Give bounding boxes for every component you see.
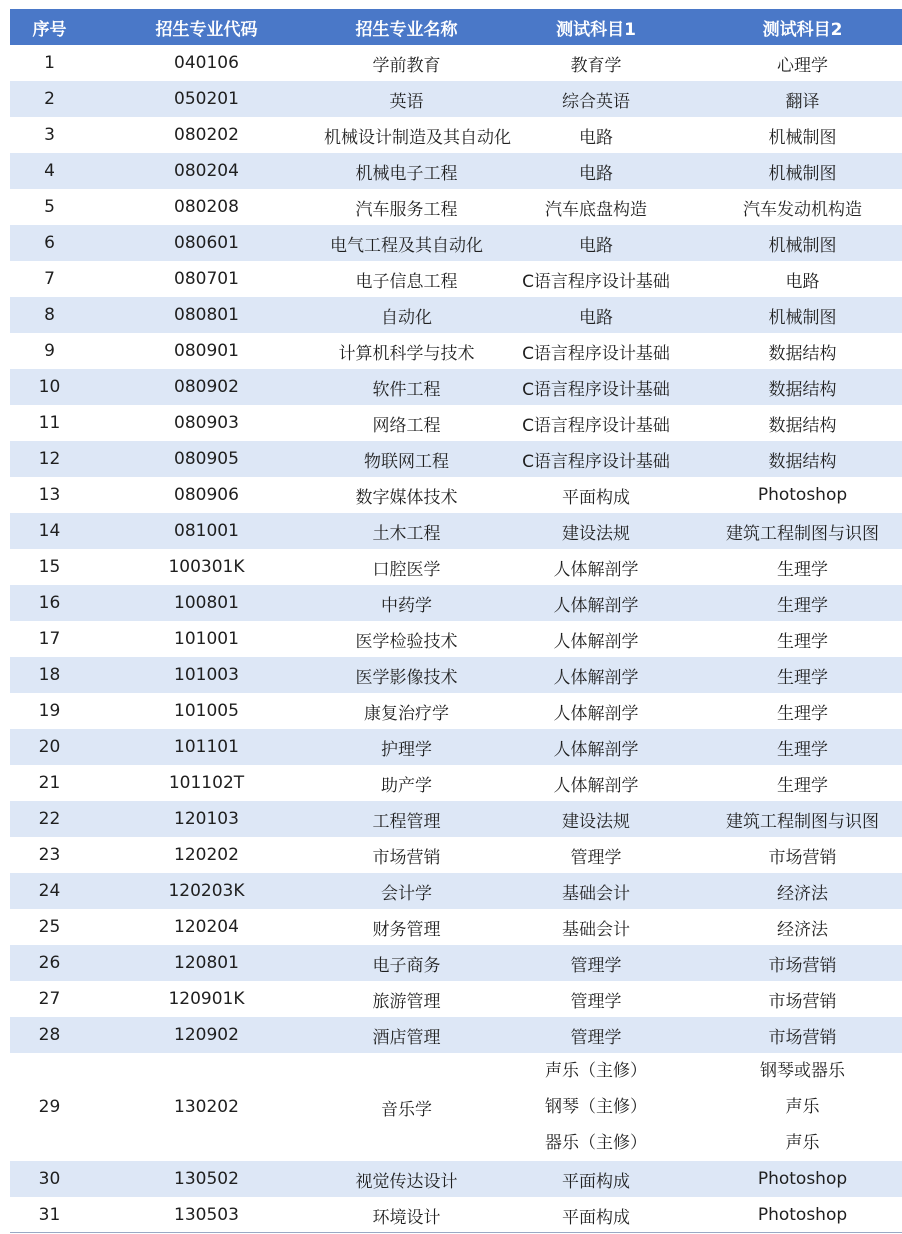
cell-major-code: 080202 — [174, 125, 239, 145]
cell-no: 27 — [38, 989, 61, 1009]
cell-no: 15 — [38, 557, 61, 577]
cell-subject-1: 教育学 — [570, 55, 622, 76]
cell-no: 16 — [10, 585, 89, 621]
table-row — [10, 1161, 902, 1197]
cell-major-code: 101001 — [174, 629, 239, 649]
cell-major-code: 080601 — [89, 225, 324, 261]
cell-subject-1: C语言程序设计基础 — [522, 343, 670, 364]
cell-subject-2: 市场营销 — [703, 1017, 902, 1053]
table-row — [10, 477, 902, 513]
cell-subject-1: 汽车底盘构造 — [545, 199, 647, 220]
cell-subject-2: 生理学 — [703, 585, 902, 621]
cell-major-name: 酒店管理 — [324, 1017, 489, 1053]
cell-subject-1: 基础会计 — [562, 919, 630, 940]
cell-no: 20 — [10, 729, 89, 765]
table-row — [10, 585, 902, 621]
cell-no: 26 — [10, 945, 89, 981]
cell-subject-line: 声乐 — [785, 1133, 820, 1153]
cell-no: 5 — [44, 197, 55, 217]
table-row — [10, 225, 902, 261]
header-row — [10, 9, 902, 45]
cell-major-code: 120801 — [89, 945, 324, 981]
cell-subject-2: Photoshop — [757, 485, 848, 505]
table-row — [10, 441, 902, 477]
cell-major-name: 电气工程及其自动化 — [324, 225, 489, 261]
cell-major-name: 医学检验技术 — [355, 631, 458, 652]
cell-subject-2: 生理学 — [777, 775, 828, 796]
cell-subject-2: 建筑工程制图与识图 — [703, 801, 902, 837]
cell-major-name: 口腔医学 — [372, 559, 441, 580]
cell-major-name: 工程管理 — [324, 801, 489, 837]
cell-major-code: 080901 — [174, 341, 239, 361]
table-row — [10, 405, 902, 441]
cell-subject-2: 机械制图 — [703, 297, 902, 333]
table-row — [10, 873, 902, 909]
cell-major-name: 财务管理 — [372, 919, 441, 940]
cell-subject-2 — [703, 1053, 902, 1161]
cell-major-code: 120204 — [174, 917, 239, 937]
cell-subject-line: 器乐（主修） — [545, 1133, 647, 1153]
cell-major-name: 中药学 — [324, 585, 489, 621]
cell-no: 31 — [38, 1205, 61, 1225]
cell-major-code: 100301K — [168, 557, 245, 577]
cell-subject-1: 管理学 — [489, 945, 703, 981]
cell-subject-2: 数据结构 — [768, 343, 837, 364]
table-row — [10, 1053, 902, 1161]
cell-no: 25 — [38, 917, 61, 937]
table-row — [10, 369, 902, 405]
table-row — [10, 765, 902, 801]
cell-no: 14 — [10, 513, 89, 549]
cell-major-code: 080906 — [174, 485, 239, 505]
cell-major-code: 101102T — [168, 773, 245, 793]
cell-subject-2: 经济法 — [777, 919, 828, 940]
cell-major-name: 软件工程 — [324, 369, 489, 405]
cell-major-code: 080903 — [174, 413, 239, 433]
cell-subject-1: 综合英语 — [489, 81, 703, 117]
cell-subject-2: Photoshop — [703, 1161, 902, 1197]
table-row — [10, 333, 902, 369]
cell-no: 10 — [10, 369, 89, 405]
cell-major-code: 120103 — [89, 801, 324, 837]
cell-subject-2: 生理学 — [703, 729, 902, 765]
cell-major-name: 护理学 — [324, 729, 489, 765]
table-row — [10, 981, 902, 1017]
cell-major-name: 自动化 — [324, 297, 489, 333]
cell-no: 12 — [10, 441, 89, 477]
table-row — [10, 693, 902, 729]
cell-subject-2: 生理学 — [777, 703, 828, 724]
cell-no: 30 — [10, 1161, 89, 1197]
cell-subject-1: 人体解剖学 — [553, 631, 639, 652]
cell-no: 28 — [10, 1017, 89, 1053]
table-row — [10, 621, 902, 657]
cell-subject-1: 人体解剖学 — [489, 657, 703, 693]
cell-no: 8 — [10, 297, 89, 333]
cell-major-name: 环境设计 — [372, 1207, 441, 1228]
cell-no: 21 — [38, 773, 61, 793]
cell-no: 17 — [38, 629, 61, 649]
cell-subject-2: 数据结构 — [768, 415, 837, 436]
cell-subject-2: 汽车发动机构造 — [743, 199, 862, 220]
cell-major-name: 助产学 — [381, 775, 432, 796]
header-subject-2: 测试科目2 — [703, 9, 902, 45]
cell-no: 3 — [44, 125, 55, 145]
cell-subject-1: 平面构成 — [562, 487, 630, 508]
cell-subject-2: 经济法 — [703, 873, 902, 909]
cell-subject-1: 电路 — [489, 225, 703, 261]
table-row — [10, 81, 902, 117]
header-no: 序号 — [10, 9, 89, 45]
cell-subject-2: 生理学 — [777, 631, 828, 652]
cell-subject-line: 钢琴或器乐 — [760, 1061, 845, 1081]
cell-subject-2: 机械制图 — [703, 153, 902, 189]
table-row — [10, 657, 902, 693]
cell-subject-1 — [489, 1053, 703, 1161]
cell-subject-1: 平面构成 — [562, 1207, 630, 1228]
table-row — [10, 837, 902, 873]
cell-subject-1: 基础会计 — [489, 873, 703, 909]
cell-no: 24 — [10, 873, 89, 909]
cell-subject-2: 电路 — [785, 271, 820, 292]
cell-no: 1 — [44, 53, 55, 73]
cell-major-code: 130202 — [174, 1097, 239, 1117]
cell-subject-1: 管理学 — [570, 847, 622, 868]
cell-subject-1: C语言程序设计基础 — [489, 441, 703, 477]
cell-subject-1: 人体解剖学 — [553, 703, 639, 724]
cell-subject-2: 市场营销 — [768, 847, 837, 868]
header-major-name: 招生专业名称 — [324, 9, 489, 45]
cell-subject-1: 管理学 — [570, 991, 622, 1012]
cell-subject-2: 数据结构 — [703, 369, 902, 405]
cell-subject-1: 建设法规 — [489, 513, 703, 549]
cell-no: 19 — [38, 701, 61, 721]
cell-subject-2: 机械制图 — [703, 225, 902, 261]
table-row — [10, 1017, 902, 1053]
cell-no: 2 — [10, 81, 89, 117]
cell-subject-1: 人体解剖学 — [489, 729, 703, 765]
table-row — [10, 189, 902, 225]
cell-major-name: 康复治疗学 — [364, 703, 449, 724]
cell-major-code: 101005 — [174, 701, 239, 721]
cell-subject-line: 声乐 — [785, 1097, 820, 1117]
cell-major-name: 市场营销 — [372, 847, 441, 868]
cell-subject-1: 建设法规 — [489, 801, 703, 837]
table-header — [10, 9, 902, 45]
cell-major-code: 080902 — [89, 369, 324, 405]
table-row — [10, 513, 902, 549]
admission-subjects-table-container — [10, 9, 902, 1233]
table-row — [10, 801, 902, 837]
cell-major-name: 音乐学 — [381, 1099, 432, 1120]
cell-no: 13 — [38, 485, 61, 505]
table-row — [10, 261, 902, 297]
cell-major-name: 电子商务 — [324, 945, 489, 981]
cell-major-name: 计算机科学与技术 — [338, 343, 475, 364]
table-row — [10, 1197, 902, 1233]
cell-major-name: 机械电子工程 — [324, 153, 489, 189]
table-bottom-border — [10, 1232, 902, 1233]
admission-subjects-table — [10, 9, 902, 1233]
cell-major-name: 会计学 — [324, 873, 489, 909]
cell-subject-1: C语言程序设计基础 — [522, 271, 670, 292]
cell-subject-1: 管理学 — [489, 1017, 703, 1053]
cell-subject-2: 市场营销 — [703, 945, 902, 981]
cell-major-name: 视觉传达设计 — [324, 1161, 489, 1197]
header-major-code: 招生专业代码 — [89, 9, 324, 45]
cell-major-code: 080801 — [89, 297, 324, 333]
cell-subject-2: 数据结构 — [703, 441, 902, 477]
table-row — [10, 297, 902, 333]
cell-subject-1: C语言程序设计基础 — [522, 415, 670, 436]
table-row — [10, 729, 902, 765]
cell-subject-1: 平面构成 — [489, 1161, 703, 1197]
cell-major-name: 英语 — [324, 81, 489, 117]
table-row — [10, 153, 902, 189]
cell-major-name: 物联网工程 — [324, 441, 489, 477]
table-row — [10, 117, 902, 153]
cell-major-name: 数字媒体技术 — [355, 487, 458, 508]
table-row — [10, 549, 902, 585]
cell-major-name: 学前教育 — [372, 55, 441, 76]
table-body — [10, 45, 902, 1233]
cell-subject-1: 电路 — [489, 297, 703, 333]
cell-no: 23 — [38, 845, 61, 865]
cell-major-code: 050201 — [89, 81, 324, 117]
cell-subject-line: 声乐（主修） — [545, 1061, 647, 1081]
cell-subject-2: Photoshop — [757, 1205, 848, 1225]
cell-major-code: 130503 — [174, 1205, 239, 1225]
cell-major-name: 土木工程 — [324, 513, 489, 549]
cell-major-code: 101003 — [89, 657, 324, 693]
cell-major-name: 电子信息工程 — [355, 271, 458, 292]
cell-subject-1: 电路 — [579, 127, 613, 148]
cell-major-code: 120902 — [89, 1017, 324, 1053]
header-subject-1: 测试科目1 — [489, 9, 703, 45]
cell-major-code: 130502 — [89, 1161, 324, 1197]
cell-major-code: 080905 — [89, 441, 324, 477]
cell-major-code: 080701 — [174, 269, 239, 289]
cell-major-name: 旅游管理 — [372, 991, 441, 1012]
cell-no: 6 — [10, 225, 89, 261]
cell-major-name: 网络工程 — [372, 415, 441, 436]
cell-major-code: 040106 — [174, 53, 239, 73]
cell-subject-2: 机械制图 — [768, 127, 837, 148]
cell-subject-1: 人体解剖学 — [489, 585, 703, 621]
cell-subject-line: 钢琴（主修） — [545, 1097, 647, 1117]
cell-major-code: 080204 — [89, 153, 324, 189]
cell-no: 9 — [44, 341, 55, 361]
cell-no: 22 — [10, 801, 89, 837]
cell-subject-1: 人体解剖学 — [553, 559, 639, 580]
cell-major-code: 120901K — [168, 989, 245, 1009]
cell-subject-1: 电路 — [489, 153, 703, 189]
table-row — [10, 909, 902, 945]
cell-major-code: 100801 — [89, 585, 324, 621]
cell-no: 4 — [10, 153, 89, 189]
cell-subject-2: 心理学 — [777, 55, 828, 76]
cell-no: 29 — [38, 1097, 61, 1117]
cell-subject-2: 建筑工程制图与识图 — [703, 513, 902, 549]
cell-major-name: 机械设计制造及其自动化 — [324, 127, 511, 148]
cell-subject-2: 生理学 — [777, 559, 828, 580]
cell-no: 7 — [44, 269, 55, 289]
cell-subject-1: 人体解剖学 — [553, 775, 639, 796]
cell-subject-2: 翻译 — [703, 81, 902, 117]
cell-subject-2: 市场营销 — [768, 991, 837, 1012]
cell-major-name: 医学影像技术 — [324, 657, 489, 693]
cell-no: 11 — [38, 413, 61, 433]
cell-major-code: 120202 — [174, 845, 239, 865]
table-row — [10, 45, 902, 81]
cell-major-code: 101101 — [89, 729, 324, 765]
cell-major-code: 120203K — [89, 873, 324, 909]
cell-subject-2: 生理学 — [703, 657, 902, 693]
cell-subject-1: C语言程序设计基础 — [489, 369, 703, 405]
cell-major-name: 汽车服务工程 — [355, 199, 458, 220]
cell-no: 18 — [10, 657, 89, 693]
cell-major-code: 081001 — [89, 513, 324, 549]
table-row — [10, 945, 902, 981]
cell-major-code: 080208 — [174, 197, 239, 217]
